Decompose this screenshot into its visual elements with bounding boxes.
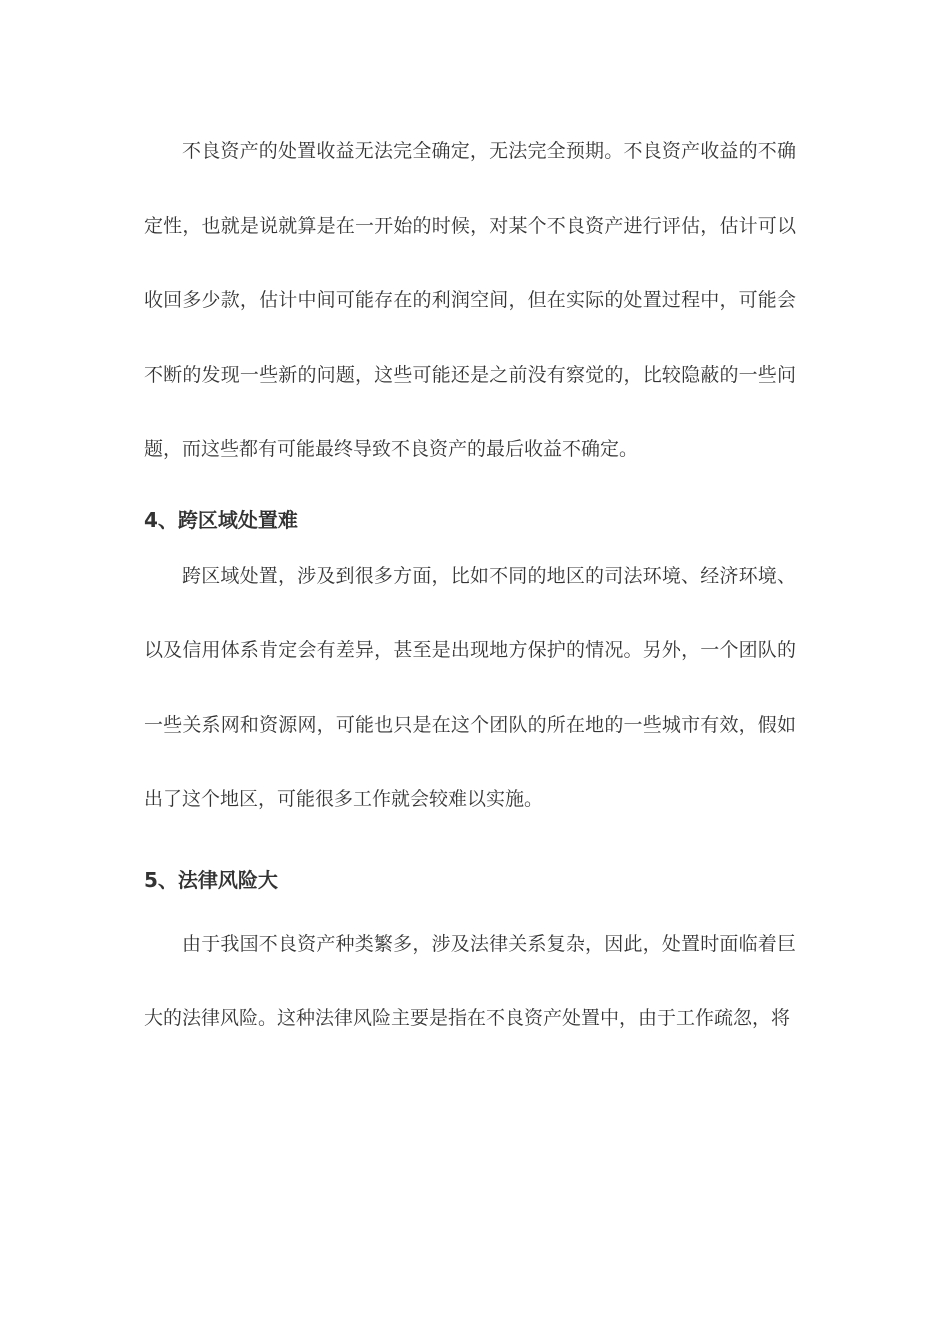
paragraph-cross-region: 跨区域处置，涉及到很多方面，比如不同的地区的司法环境、经济环境、以及信用体系肯定会有差异，甚至是出现地方保护的情况。另外，一个团队的一些关系网和资源网，可能也只是在这个团队的所在地的一些城市有效，假如出了这个地区，可能很多工作就会较难以实施。 (144, 564, 796, 810)
paragraph-uncertain-returns: 不良资产的处置收益无法完全确定，无法完全预期。不良资产收益的不确定性，也就是说就算是在一开始的时候，对某个不良资产进行评估，估计可以收回多少款，估计中间可能存在的利润空间，但在实际的处置过程中，可能会不断的发现一些新的问题，这些可能还是之前没有察觉的，比较隐蔽的一些问题，而这些都有可能最终导致不良资产的最后收益不确定。 (144, 140, 796, 460)
document-body (144, 114, 796, 1056)
section-heading-legal-risk: 5、法律风险大 (144, 867, 278, 892)
paragraph-legal-risk: 由于我国不良资产种类繁多，涉及法律关系复杂，因此，处置时面临着巨大的法律风险。这种法律风险主要是指在不良资产处置中，由于工作疏忽，将 (144, 932, 796, 1029)
section-heading-cross-region: 4、跨区域处置难 (144, 507, 298, 532)
